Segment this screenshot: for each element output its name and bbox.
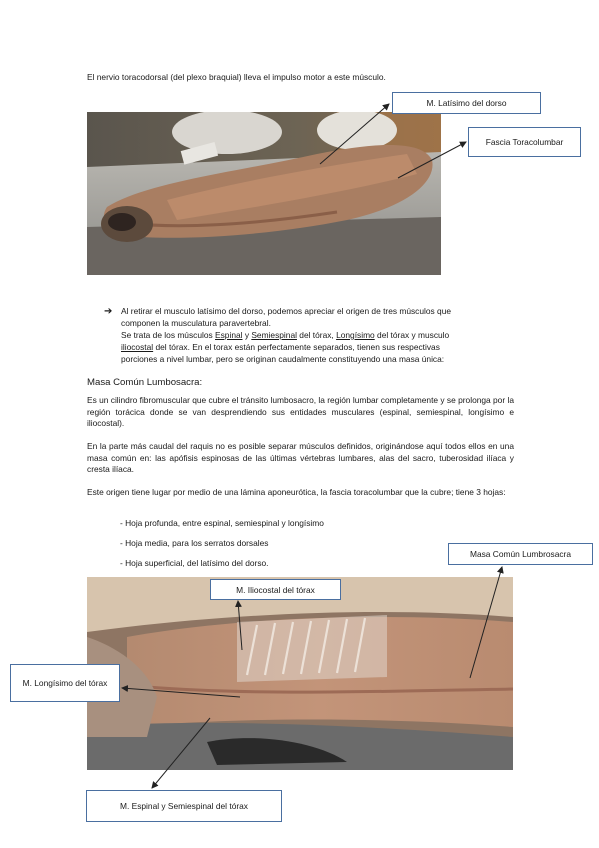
term-longisimo: Longísimo (336, 330, 375, 340)
dissection-photo-top (87, 112, 441, 275)
label-fascia-toracolumbar: Fascia Toracolumbar (468, 127, 581, 157)
label-longisimo: M. Longísimo del tórax (10, 664, 120, 702)
bullet-line-1: Al retirar el musculo latísimo del dorso, podemos apreciar el origen de tres músculos que (121, 306, 452, 316)
bullet-line-5: porciones a nivel lumbar, pero se originan caudalmente constituyendo una masa única: (121, 354, 445, 364)
label-iliocostal: M. Iliocostal del tórax (210, 579, 341, 600)
bullet-line-4: iliocostal del tórax. En el torax están perfectamente separados, tienen sus respectivas (121, 342, 440, 352)
label-espinal-semiespinal: M. Espinal y Semiespinal del tórax (86, 790, 282, 822)
term-espinal: Espinal (215, 330, 243, 340)
dissection-photo-top-drawing (87, 112, 441, 275)
term-iliocostal: iliocostal (121, 342, 154, 352)
paragraph-1: Es un cilindro fibromuscular que cubre el tránsito lumbosacro, la región lumbar completamente y se prolonga por la región torácica donde se van desprendiendo sus entidades musculares (espinal, semiespinal, longísimo e iliocostal). (87, 395, 514, 429)
bullet-line-2: componen la musculatura paravertebral. (121, 318, 271, 328)
label-latissimus: M. Latísimo del dorso (392, 92, 541, 114)
section-heading: Masa Común Lumbosacra: (87, 377, 203, 388)
list-item: - Hoja superficial, del latísimo del dorso. (120, 558, 269, 568)
bullet-line-3: Se trata de los músculos Espinal y Semiespinal del tórax, Longísimo del tórax y musculo (121, 330, 450, 340)
list-item: - Hoja profunda, entre espinal, semiespinal y longísimo (120, 518, 324, 528)
bullet-arrow-icon: ➔ (104, 306, 113, 317)
intro-text: El nervio toracodorsal (del plexo braquial) lleva el impulso motor a este músculo. (87, 72, 386, 82)
dissection-photo-bottom (87, 577, 513, 770)
dissection-photo-bottom-drawing (87, 577, 513, 770)
paragraph-2: En la parte más caudal del raquis no es posible separar músculos definidos, originándose aquí todos ellos en una masa común en: las apófisis espinosas de las últimas vértebras lumbares, alas del sacro, tuberosidad ilíaca y cresta ilíaca. (87, 441, 514, 475)
list-item: - Hoja media, para los serratos dorsales (120, 538, 269, 548)
paragraph-3: Este origen tiene lugar por medio de una lámina aponeurótica, la fascia toracolumbar que la cubre; tiene 3 hojas: (87, 487, 506, 497)
label-masa-comun: Masa Común Lumbrosacra (448, 543, 593, 565)
term-semiespinal: Semiespinal (251, 330, 297, 340)
